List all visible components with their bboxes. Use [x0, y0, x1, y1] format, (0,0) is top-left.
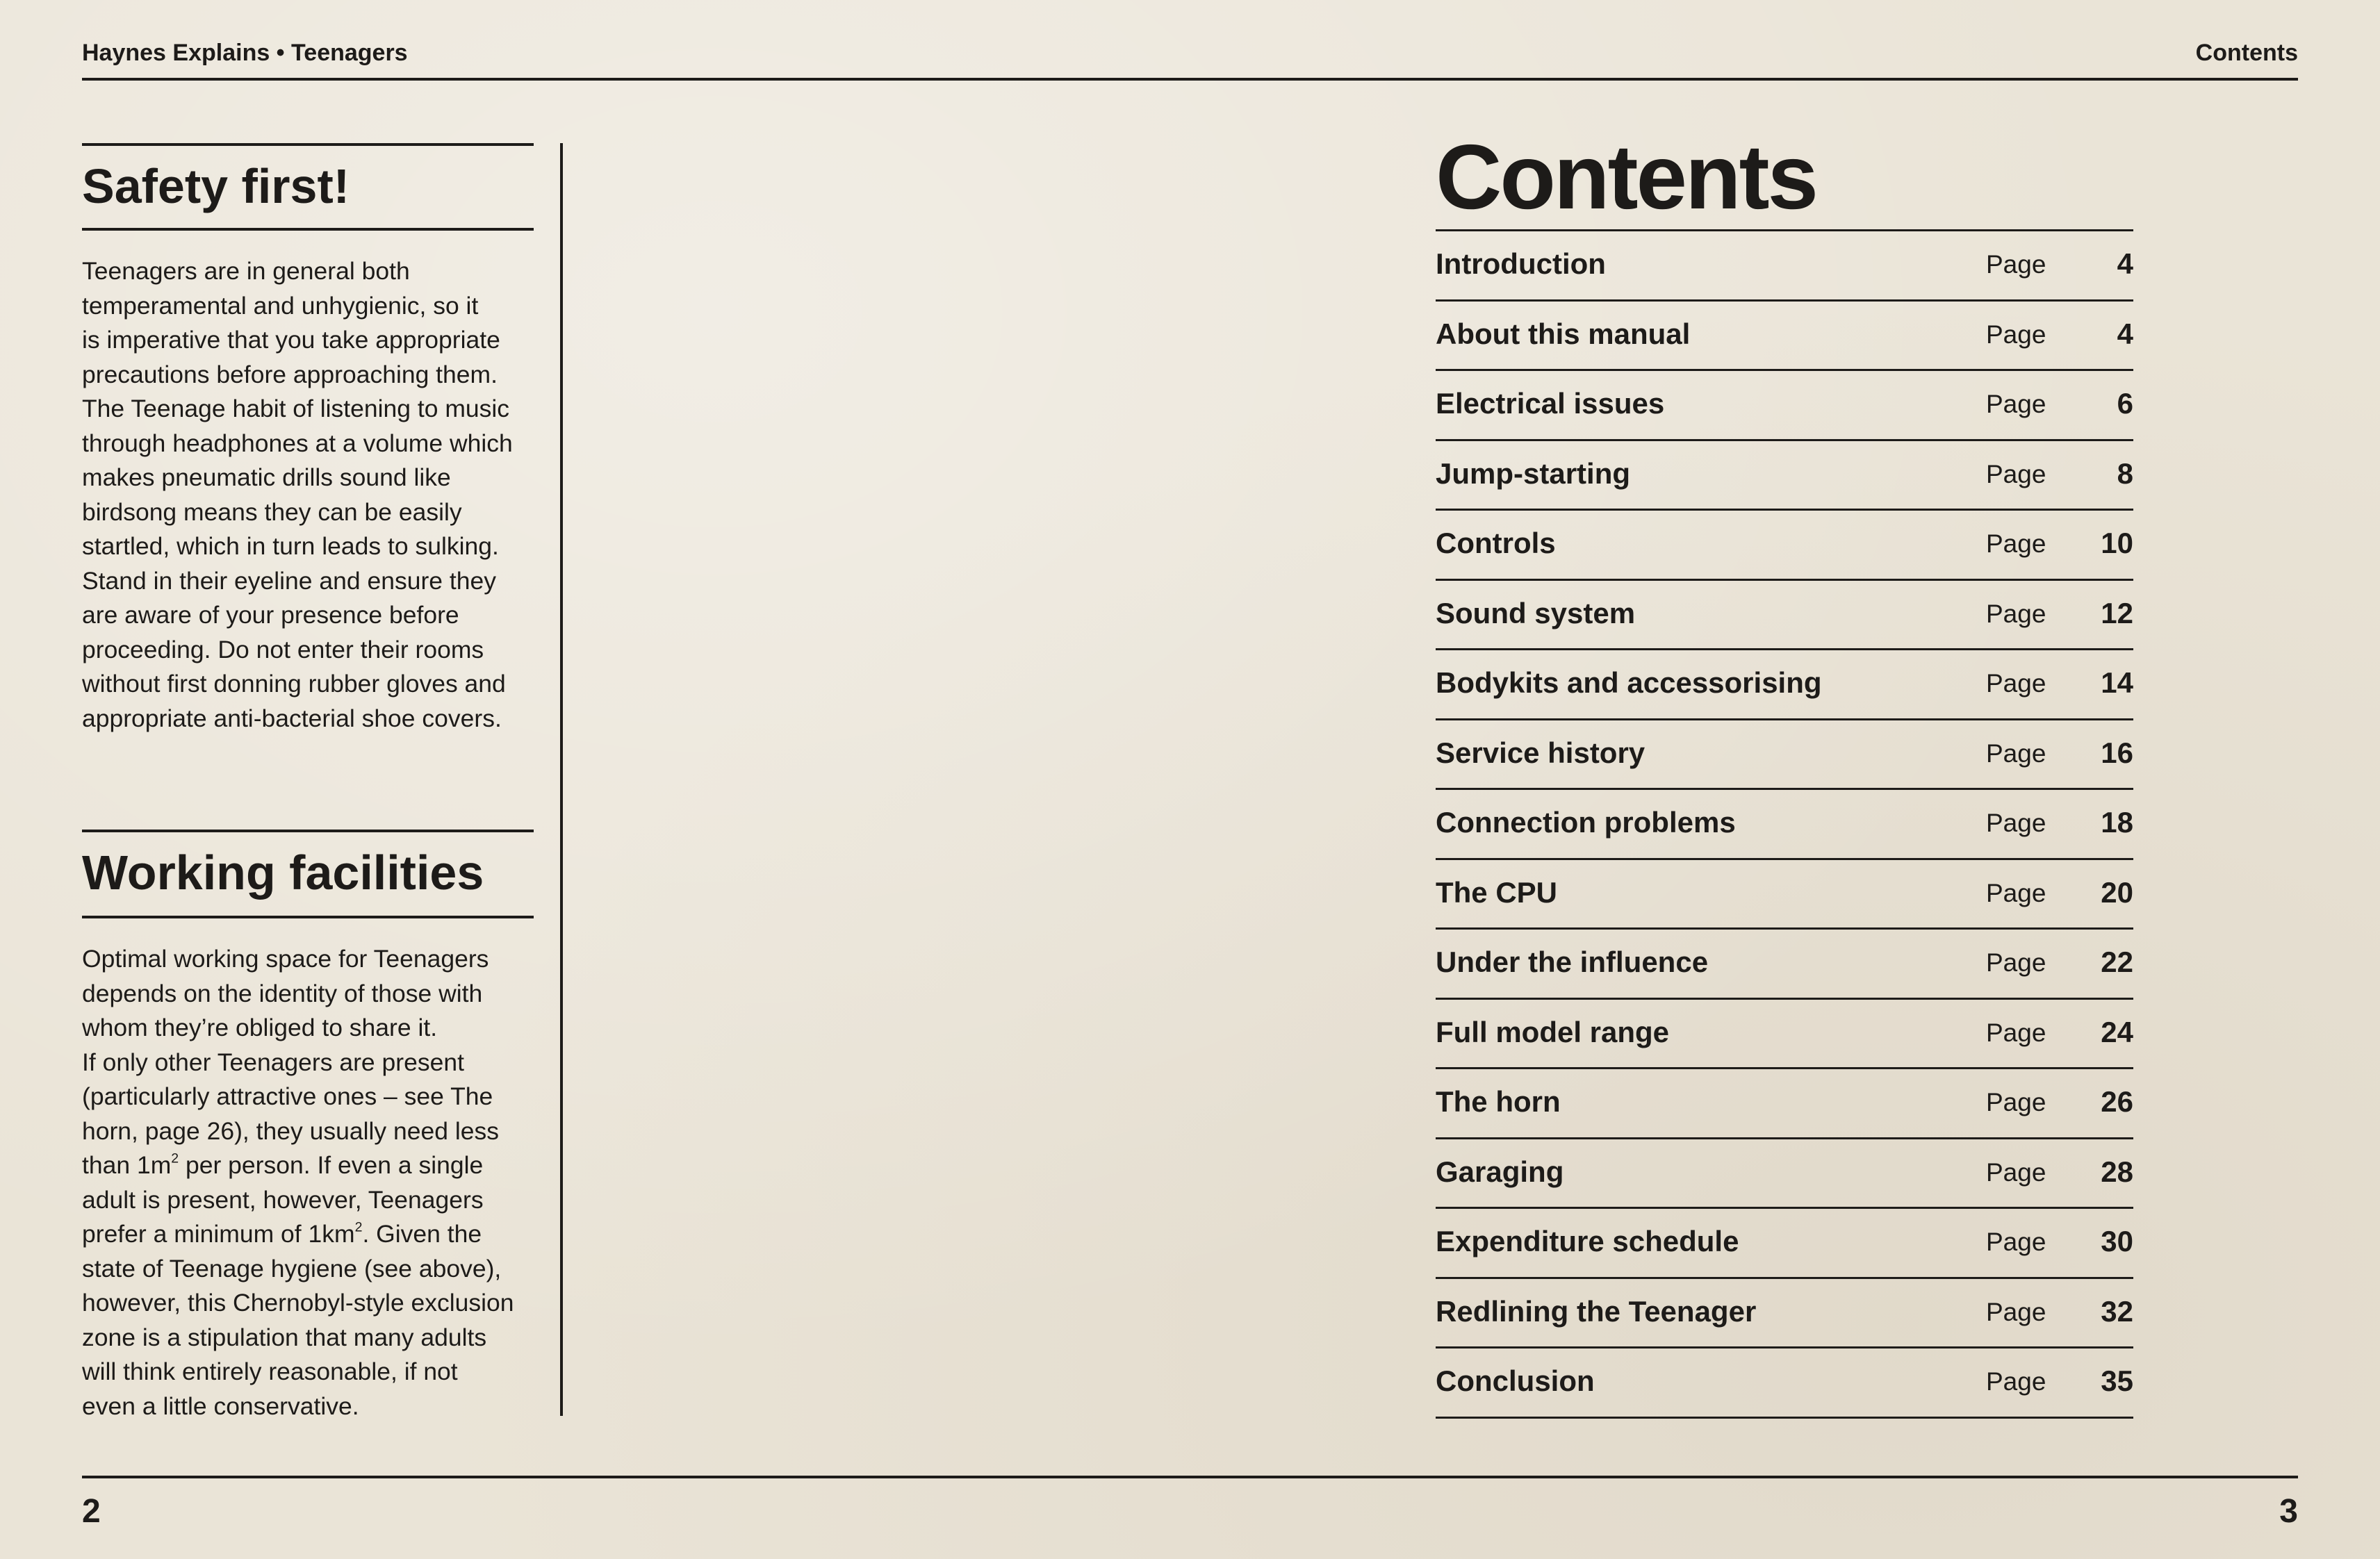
safety-title-top-rule [82, 143, 534, 146]
squared-superscript: 2 [354, 1219, 363, 1235]
toc-row[interactable] [1436, 1067, 2133, 1137]
toc-page-word: Page [1986, 1228, 2046, 1256]
header-rule [82, 78, 2298, 81]
running-header-right: Contents [2195, 40, 2298, 66]
toc-page-number: 22 [2101, 946, 2133, 978]
toc-row[interactable] [1436, 1207, 2133, 1277]
toc-page-number: 28 [2101, 1155, 2133, 1188]
toc-entry-title: Under the influence [1436, 946, 1709, 978]
toc-page-number: 8 [2117, 456, 2133, 490]
toc-entry-title: Full model range [1436, 1015, 1670, 1048]
page-number-right: 3 [2279, 1493, 2298, 1530]
page-number-left: 2 [82, 1493, 101, 1530]
toc-page-number: 30 [2101, 1225, 2133, 1257]
toc-entry-title: Bodykits and accessorising [1436, 666, 1822, 699]
toc-page-number: 6 [2117, 387, 2133, 420]
toc-page-number: 24 [2101, 1015, 2133, 1048]
toc-page-word: Page [1986, 669, 2046, 698]
toc-page-word: Page [1986, 320, 2046, 349]
toc-page-word: Page [1986, 878, 2046, 907]
toc-page-word: Page [1986, 739, 2046, 768]
toc-row[interactable] [1436, 509, 2133, 579]
toc-row[interactable] [1436, 648, 2133, 718]
toc-page-word: Page [1986, 1088, 2046, 1116]
toc-entry-title: Redlining the Teenager [1436, 1294, 1757, 1328]
table-of-contents [1436, 229, 2133, 1419]
toc-page-number: 35 [2101, 1364, 2133, 1397]
toc-row[interactable] [1436, 369, 2133, 439]
running-header-left: Haynes Explains • Teenagers [82, 40, 408, 66]
toc-entry-title: Connection problems [1436, 806, 1736, 839]
toc-entry-title: Service history [1436, 736, 1646, 769]
safety-title: Safety first! [82, 159, 350, 213]
toc-page-number: 18 [2101, 806, 2133, 839]
toc-row[interactable] [1436, 299, 2133, 370]
toc-page-word: Page [1986, 459, 2046, 488]
safety-body: Teenagers are in general both temperamental and unhygienic, so it is imperative that you take appropriate precautions before approaching them. The Teenage habit of listening to music through headphones at a volume which makes pneumatic drills sound like birdsong means they can be easily startled, which in turn leads to sulking. Stand in their eyeline and ensure they are aware of your presence before proceeding. Do not enter their rooms without first donning rubber gloves and appropriate anti-bacterial shoe covers. [82, 257, 513, 732]
toc-page-number: 4 [2117, 317, 2133, 350]
toc-entry-title: Expenditure schedule [1436, 1225, 1739, 1257]
toc-row[interactable] [1436, 858, 2133, 928]
toc-page-word: Page [1986, 390, 2046, 418]
column-divider [560, 143, 563, 1416]
footer-rule [82, 1476, 2298, 1478]
toc-entry-title: The horn [1436, 1085, 1561, 1118]
toc-page-number: 14 [2101, 666, 2133, 699]
toc-row[interactable] [1436, 998, 2133, 1068]
toc-row[interactable] [1436, 229, 2133, 299]
toc-page-number: 10 [2101, 527, 2133, 559]
toc-row[interactable] [1436, 579, 2133, 649]
toc-page-number: 20 [2101, 875, 2133, 909]
toc-page-number: 26 [2101, 1085, 2133, 1118]
toc-page-word: Page [1986, 1367, 2046, 1396]
toc-entry-title: Controls [1436, 527, 1556, 559]
toc-row[interactable] [1436, 1137, 2133, 1207]
toc-row[interactable] [1436, 1277, 2133, 1347]
working-body-part-2: per person. If even a single adult is present, however, Teenagers prefer a minimum of 1km [82, 1151, 484, 1248]
toc-page-word: Page [1986, 529, 2046, 558]
toc-page-number: 4 [2117, 247, 2133, 280]
toc-row[interactable] [1436, 788, 2133, 858]
working-body-part-3: . Given the state of Teenage hygiene (see above), however, this Chernobyl-style exclusion zone is a stipulation that many adults will think entirely reasonable, if not even a little conservative. [82, 1220, 514, 1420]
working-title: Working facilities [82, 846, 484, 900]
toc-entry-title: Introduction [1436, 247, 1606, 280]
toc-page-word: Page [1986, 250, 2046, 279]
toc-entry-title: Electrical issues [1436, 387, 1665, 420]
squared-superscript: 2 [171, 1150, 179, 1166]
toc-page-number: 12 [2101, 596, 2133, 629]
working-body-part-1: Optimal working space for Teenagers depends on the identity of those with whom they’re obliged to share it. If only other Teenagers are present (particularly attractive ones – see The horn, page 26), they usually need less than 1m [82, 945, 499, 1179]
toc-row[interactable] [1436, 1346, 2133, 1419]
toc-page-word: Page [1986, 809, 2046, 837]
toc-page-number: 16 [2101, 736, 2133, 769]
toc-page-word: Page [1986, 599, 2046, 628]
toc-entry-title: Garaging [1436, 1155, 1564, 1188]
toc-entry-title: Sound system [1436, 596, 1636, 629]
contents-heading: Contents [1436, 126, 1816, 228]
toc-entry-title: Jump-starting [1436, 456, 1631, 490]
toc-entry-title: The CPU [1436, 875, 1558, 909]
safety-title-bottom-rule [82, 228, 534, 231]
toc-entry-title: About this manual [1436, 317, 1691, 350]
toc-page-number: 32 [2101, 1294, 2133, 1328]
working-body [82, 942, 541, 1424]
toc-entry-title: Conclusion [1436, 1364, 1595, 1397]
toc-row[interactable] [1436, 927, 2133, 998]
toc-page-word: Page [1986, 948, 2046, 977]
toc-row[interactable] [1436, 718, 2133, 789]
working-title-bottom-rule [82, 916, 534, 918]
toc-page-word: Page [1986, 1297, 2046, 1326]
toc-row[interactable] [1436, 439, 2133, 509]
toc-page-word: Page [1986, 1018, 2046, 1047]
working-title-top-rule [82, 830, 534, 832]
toc-page-word: Page [1986, 1157, 2046, 1187]
